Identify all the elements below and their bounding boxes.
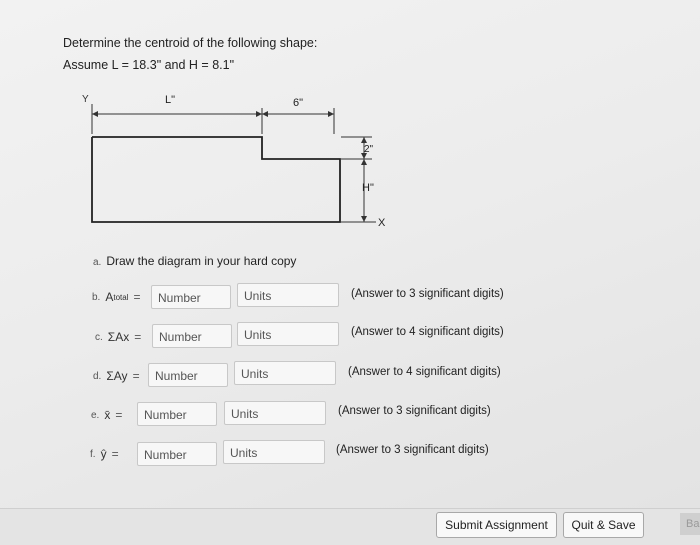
y-hat-number-input[interactable]: Number	[137, 442, 217, 466]
sum-ay-number-input[interactable]: Number	[148, 363, 228, 387]
part-d-row	[93, 362, 145, 390]
part-c-letter: c.	[95, 331, 103, 343]
arrowhead-step-down	[361, 159, 367, 165]
shape-diagram	[0, 0, 700, 260]
part-a-text: Draw the diagram in your hard copy	[106, 254, 297, 268]
part-e-label	[91, 408, 127, 422]
arrowhead-mid-left	[256, 111, 262, 117]
part-f-letter: f.	[90, 448, 96, 460]
quit-save-button[interactable]: Quit & Save	[563, 512, 644, 538]
equals-sign: =	[115, 408, 123, 422]
part-a-instruction	[93, 254, 296, 268]
arrowhead-mid-right	[262, 111, 268, 117]
question-assumption: Assume L = 18.3" and H = 8.1"	[63, 58, 235, 72]
area-total-subscript: total	[113, 292, 129, 302]
part-b-letter: b.	[92, 291, 101, 303]
equals-sign: =	[132, 369, 140, 383]
corner-button-partial[interactable]: Ba	[680, 513, 700, 535]
x-bar-units-input[interactable]: Units	[224, 401, 326, 425]
part-e-letter: e.	[91, 409, 100, 421]
sum-ax-symbol: ΣAx	[107, 330, 130, 344]
part-b-row	[92, 283, 146, 311]
part-b-note: (Answer to 3 significant digits)	[351, 288, 504, 300]
area-total-symbol: A	[105, 290, 114, 304]
arrowhead-right	[328, 111, 334, 117]
sum-ax-units-input[interactable]: Units	[237, 322, 339, 346]
part-b-label	[92, 290, 146, 304]
x-bar-symbol: x̄	[104, 408, 111, 422]
dimension-H-label: H"	[362, 182, 374, 194]
part-a-letter: a.	[93, 257, 102, 268]
submit-assignment-button[interactable]: Submit Assignment	[436, 512, 557, 538]
part-d-label	[93, 369, 145, 383]
arrowhead-top	[361, 137, 367, 143]
dimension-L-label: L"	[165, 94, 176, 106]
question-prompt: Determine the centroid of the following shape:	[63, 36, 318, 50]
area-total-number-input[interactable]: Number	[151, 285, 231, 309]
area-total-units-input[interactable]: Units	[237, 283, 339, 307]
dimension-2-label: 2"	[364, 144, 374, 155]
part-d-note: (Answer to 4 significant digits)	[348, 366, 501, 378]
part-f-label	[90, 447, 124, 461]
part-e-note: (Answer to 3 significant digits)	[338, 405, 491, 417]
sum-ay-units-input[interactable]: Units	[234, 361, 336, 385]
x-bar-number-input[interactable]: Number	[137, 402, 217, 426]
part-d-letter: d.	[93, 370, 102, 382]
y-axis-label: Y	[82, 94, 89, 105]
part-f-note: (Answer to 3 significant digits)	[336, 444, 489, 456]
sum-ax-number-input[interactable]: Number	[152, 324, 232, 348]
y-hat-symbol: ŷ	[100, 447, 107, 461]
part-f-row	[90, 440, 124, 468]
part-c-note: (Answer to 4 significant digits)	[351, 326, 504, 338]
arrowhead-bottom	[361, 216, 367, 222]
dimension-6-label: 6"	[293, 97, 304, 109]
arrowhead-left	[92, 111, 98, 117]
part-c-label	[95, 330, 146, 344]
y-hat-units-input[interactable]: Units	[223, 440, 325, 464]
part-c-row	[95, 323, 146, 351]
equals-sign: =	[111, 447, 119, 461]
shape-outline	[92, 137, 340, 222]
part-e-row	[91, 401, 127, 429]
equals-sign: =	[134, 330, 142, 344]
sum-ay-symbol: ΣAy	[106, 369, 128, 383]
equals-sign: =	[133, 290, 141, 304]
x-axis-label: X	[378, 217, 386, 229]
